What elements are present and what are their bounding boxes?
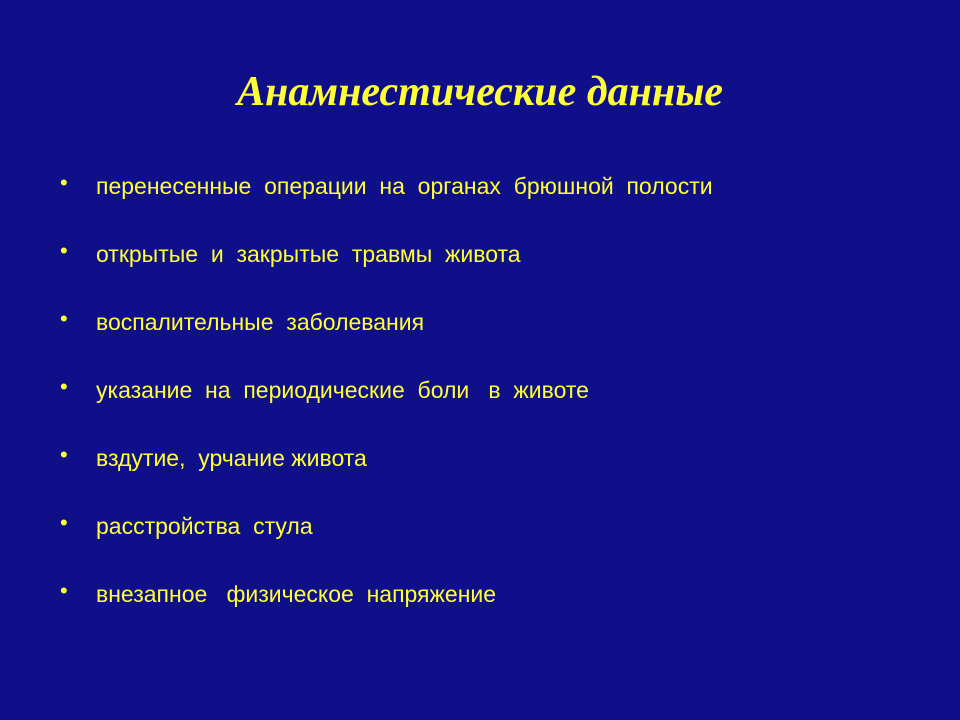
- list-item-text: расстройства стула: [96, 513, 313, 539]
- slide-title: Анамнестические данные: [237, 69, 723, 115]
- bullet-icon: •: [60, 510, 68, 535]
- list-item-text: открытые и закрытые травмы живота: [96, 241, 521, 267]
- bullet-icon: •: [60, 578, 68, 603]
- bullet-icon: •: [60, 306, 68, 331]
- list-item-text: внезапное физическое напряжение: [96, 581, 497, 607]
- list-item-text: вздутие, урчание живота: [96, 445, 367, 471]
- bullet-icon: •: [60, 238, 68, 263]
- bullet-icon: •: [60, 374, 68, 399]
- bullet-icon: •: [60, 170, 68, 195]
- list-item-text: перенесенные операции на органах брюшной полости: [96, 173, 713, 199]
- list-item-text: указание на периодические боли в животе: [96, 377, 589, 403]
- list-item-text: воспалительные заболевания: [96, 309, 425, 335]
- bullet-icon: •: [60, 442, 68, 467]
